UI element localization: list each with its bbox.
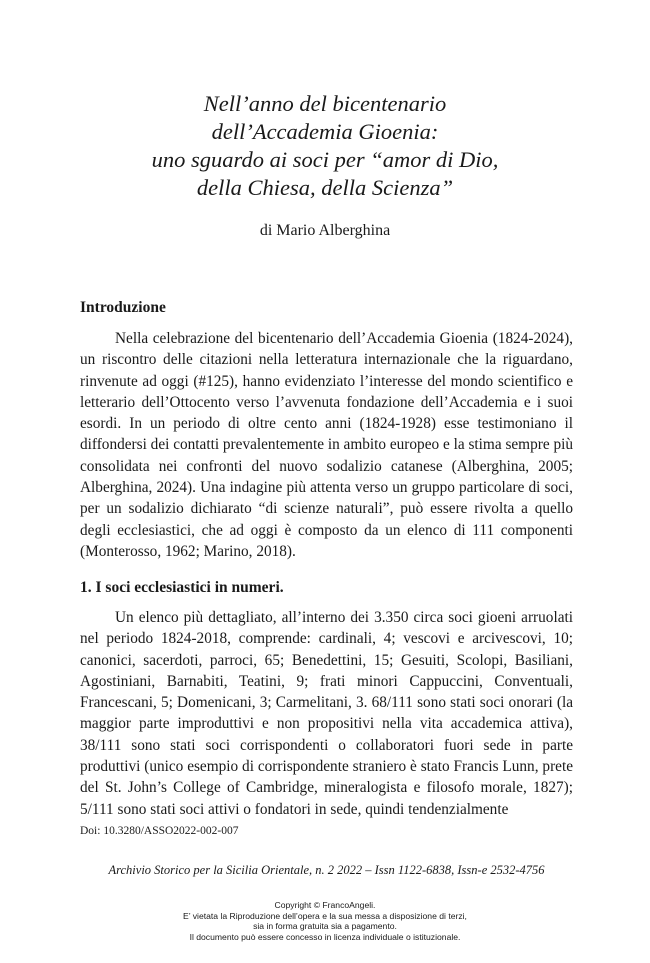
title-line: uno sguardo ai soci per “amor di Dio, xyxy=(151,147,499,172)
title-line: dell’Accademia Gioenia: xyxy=(211,119,439,144)
doi: Doi: 10.3280/ASSO2022-002-007 xyxy=(80,825,239,837)
copyright-notice xyxy=(60,900,590,942)
section-paragraph-soci-ecclesiastici: Un elenco più dettagliato, all’interno dei 3.350 circa soci gioeni arruolati nel periodo 1824-2018, comprende: cardinali, 4; vescovi e arcivescovi, 10; canonici, sacerdoti, parroci, 65; Benedettini, 15; Gesuiti, Scolopi, Basiliani, Agostiniani, Barnabiti, Teatini, 9; frati minori Cappuccini, Conventuali, Francescani, 5; Domenicani, 3; Carmelitani, 3. 68/111 sono stati soci onorari (la maggior parte improduttivi e non propositivi nella vita accademica attiva), 38/111 sono stati soci corrispondenti o collaboratori fuori sede in parte produttivi (unico esempio di corrispondente straniero è stato Francis Lunn, prete del St. John’s College of Cambridge, mineralogista e filosofo morale, 1827); 5/111 sono stati soci attivi o fondatori in sede, quindi tendenzialmente xyxy=(80,609,573,818)
copyright-line: Il documento può essere concesso in licenza individuale o istituzionale. xyxy=(189,931,461,942)
copyright-line: E’ vietata la Riproduzione dell’opera e la sua messa a disposizione di terzi, xyxy=(183,910,467,921)
journal-citation: Archivio Storico per la Sicilia Orientale, n. 2 2022 – Issn 1122-6838, Issn-e 2532-4756 xyxy=(108,863,545,877)
copyright-line: Copyright © FrancoAngeli. xyxy=(274,900,376,910)
section-heading-soci-ecclesiastici: 1. I soci ecclesiastici in numeri. xyxy=(80,579,284,596)
section-heading-introduzione: Introduzione xyxy=(80,299,166,316)
section-paragraph-introduzione: Nella celebrazione del bicentenario dell’Accademia Gioenia (1824-2024), un riscontro delle citazioni nella letteratura internazionale che la riguardano, rinvenute ad oggi (#125), hanno evidenziato l’interesse del mondo scientifico e letterario dell’Ottocento verso l’avvenuta fondazione dell’Accademia e i suoi esordi. In un periodo di oltre cento anni (1824-1928) esse testimoniano il diffondersi dei contatti prevalentemente in ambito europeo e la stima sempre più consolidata nei confronti del nuovo sodalizio catanese (Alberghina, 2005; Alberghina, 2024). Una indagine più attenta verso un gruppo particolare di soci, per un sodalizio dichiarato “di scienze naturali”, può essere rivolta a quello degli ecclesiastici, che ad oggi è composto da un elenco di 111 componenti (Monterosso, 1962; Marino, 2018). xyxy=(80,330,573,560)
article-title xyxy=(60,90,590,202)
title-line: Nell’anno del bicentenario xyxy=(203,91,447,116)
author-byline: di Mario Alberghina xyxy=(259,222,391,239)
copyright-line: sia in forma gratuita sia a pagamento. xyxy=(253,921,397,931)
title-line: della Chiesa, della Scienza” xyxy=(196,175,454,200)
